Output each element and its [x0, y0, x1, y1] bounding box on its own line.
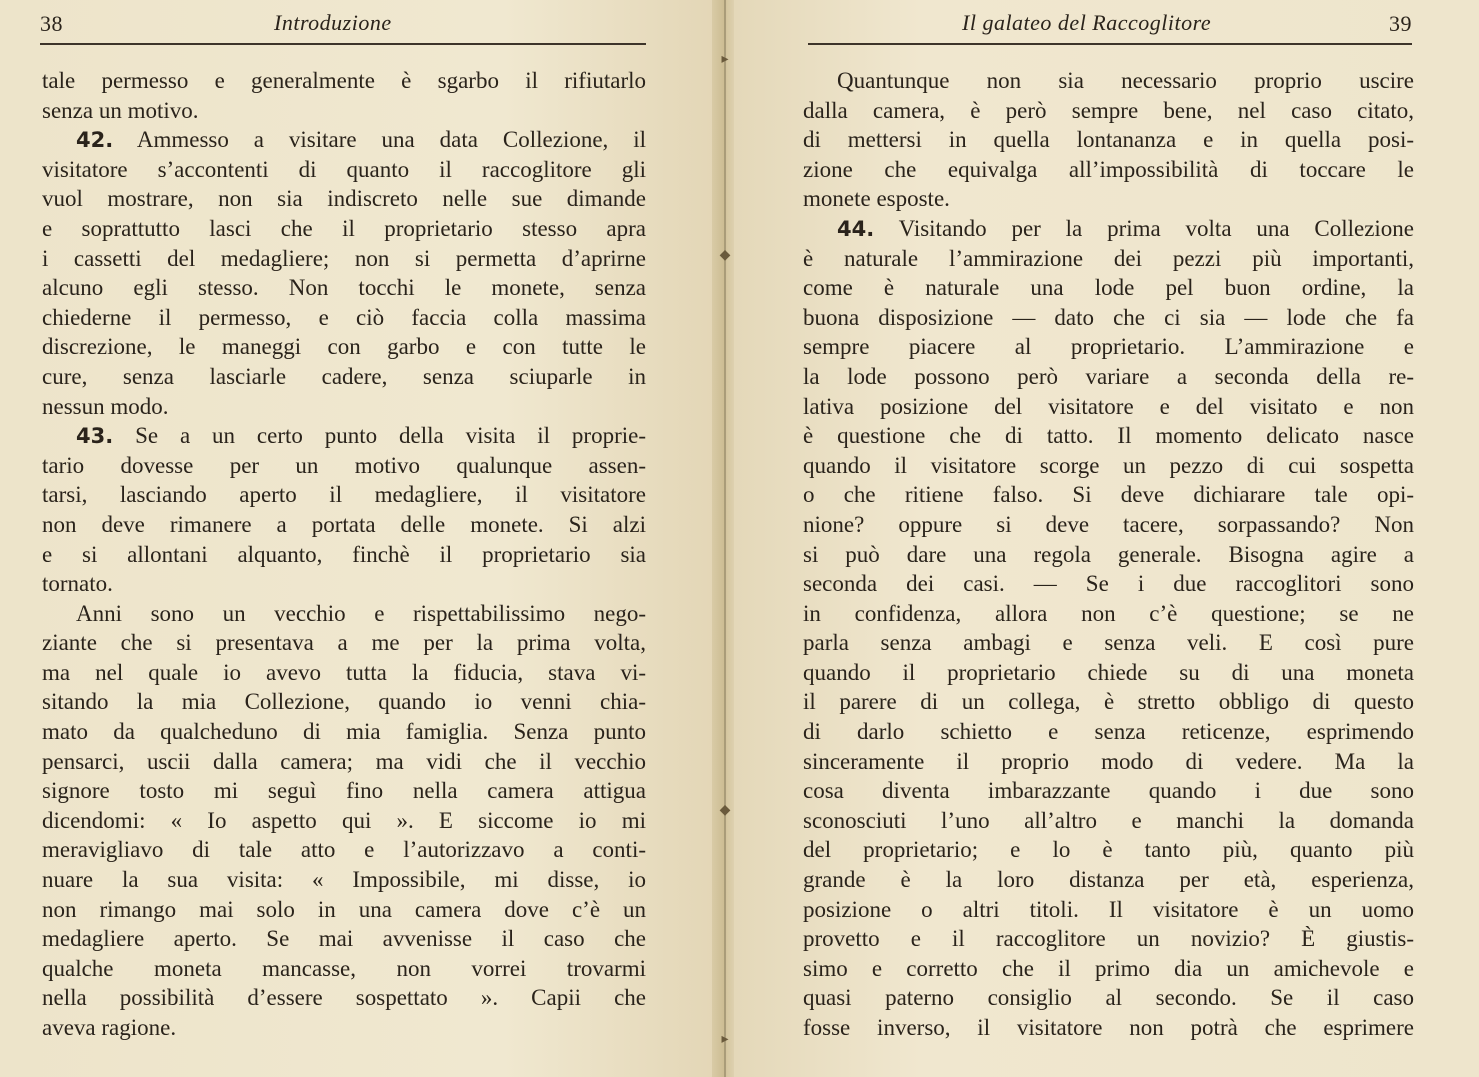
- text-line: [42, 954, 646, 984]
- text-line: [42, 865, 646, 895]
- text-line: [42, 806, 646, 836]
- text-line: [803, 717, 1414, 747]
- line-text: monete esposte.: [803, 186, 950, 212]
- text-line: [42, 480, 646, 510]
- page-number: 39: [1389, 11, 1412, 36]
- line-text: fosse inverso, il visitatore non potrà che esprimere: [803, 1015, 1414, 1040]
- line-text: alcuno egli stesso. Non tocchi le monete, senza: [42, 275, 646, 301]
- line-text: pensarci, uscii dalla camera; ma vidi che il vecchio: [42, 748, 646, 774]
- text-line: [803, 96, 1414, 126]
- header-rule: [808, 43, 1412, 45]
- line-text: aveva ragione.: [42, 1015, 177, 1040]
- running-title: Introduzione: [274, 10, 392, 35]
- text-line: [803, 510, 1414, 540]
- line-text: come è naturale una lode pel buon ordine, la: [803, 275, 1414, 301]
- binding-stitch: ▸: [721, 52, 729, 67]
- page-number: 38: [40, 11, 63, 36]
- text-line: [42, 451, 646, 481]
- text-line: [803, 332, 1414, 362]
- text-line: [42, 273, 646, 303]
- line-text: la lode possono però variare a seconda della re-: [803, 363, 1414, 389]
- paragraph-number: 42.: [76, 128, 114, 153]
- text-line: [42, 628, 646, 658]
- line-text: meravigliavo di tale atto e l’autorizzavo a conti-: [42, 837, 646, 863]
- text-line: [42, 1013, 646, 1043]
- left-page: [0, 0, 718, 1077]
- line-text: tario dovesse per un motivo qualunque assen-: [42, 452, 646, 478]
- line-text: il parere di un collega, è stretto obbligo di questo: [803, 689, 1414, 715]
- line-text: si può dare una regola generale. Bisogna agire a: [803, 541, 1414, 567]
- line-text: ziante che si presentava a me per la prima volta,: [42, 630, 646, 656]
- line-text: qualche moneta mancasse, non vorrei trovarmi: [42, 955, 646, 981]
- line-text: non rimango mai solo in una camera dove c’è un: [42, 896, 646, 922]
- text-line: [803, 628, 1414, 658]
- text-line: [42, 510, 646, 540]
- text-line: [42, 599, 646, 629]
- line-text: e si allontani alquanto, finchè il proprietario sia: [42, 541, 646, 567]
- line-text: è questione che di tatto. Il momento delicato nasce: [803, 423, 1414, 449]
- line-text: lativa posizione del visitatore e del visitato e non: [803, 393, 1414, 419]
- text-line: [42, 569, 646, 599]
- text-line: [803, 687, 1414, 717]
- text-line: [42, 835, 646, 865]
- binding-thread: [724, 0, 726, 1077]
- text-line: [803, 421, 1414, 451]
- text-line: [42, 332, 646, 362]
- text-line: [803, 155, 1414, 185]
- line-text: visitatore s’accontenti di quanto il raccoglitore gli: [42, 156, 646, 182]
- line-text: provetto e il raccoglitore un novizio? È giustis-: [803, 926, 1414, 952]
- text-line: [803, 451, 1414, 481]
- line-text: di darlo schietto e senza reticenze, esprimendo: [803, 719, 1414, 745]
- line-text: seconda dei casi. — Se i due raccoglitori sono: [803, 571, 1414, 597]
- text-line: [803, 392, 1414, 422]
- running-title: Il galateo del Raccoglitore: [962, 10, 1212, 35]
- text-line: [42, 895, 646, 925]
- line-text: mato da qualcheduno di mia famiglia. Senza punto: [42, 719, 646, 745]
- line-text: posizione o altri titoli. Il visitatore è un uomo: [803, 896, 1414, 922]
- text-line: [803, 66, 1414, 96]
- text-line: [803, 362, 1414, 392]
- line-text: vuol mostrare, non sia indiscreto nelle sue dimande: [42, 186, 646, 212]
- text-line: [42, 184, 646, 214]
- text-line: [42, 776, 646, 806]
- text-line: [42, 244, 646, 274]
- text-line: [803, 835, 1414, 865]
- line-text: Se a un certo punto della visita il proprie-: [113, 423, 646, 449]
- text-line: [803, 480, 1414, 510]
- text-line: [803, 540, 1414, 570]
- line-text: i cassetti del medagliere; non si permetta d’aprirne: [42, 245, 646, 271]
- line-text: del proprietario; e lo è tanto più, quanto più: [803, 837, 1414, 863]
- text-line: [42, 214, 646, 244]
- text-line: [42, 747, 646, 777]
- text-line: [803, 244, 1414, 274]
- left-page-text: [42, 66, 646, 1043]
- binding-stitch: ◆: [719, 803, 731, 818]
- line-text: ma nel quale io avevo tutta la fiducia, stava vi-: [42, 659, 646, 685]
- line-text: è naturale l’ammirazione dei pezzi più importanti,: [803, 245, 1414, 271]
- line-text: Visitando per la prima volta una Collezione: [874, 215, 1414, 241]
- line-text: non deve rimanere a portata delle monete. Si alzi: [42, 511, 646, 537]
- line-text: in confidenza, allora non c’è questione; se ne: [803, 600, 1414, 626]
- text-line: [42, 924, 646, 954]
- line-text: medagliere aperto. Se mai avvenisse il caso che: [42, 926, 646, 952]
- line-text: discrezione, le maneggi con garbo e con tutte le: [42, 334, 646, 360]
- line-text: sempre piacere al proprietario. L’ammirazione e: [803, 334, 1414, 360]
- text-line: [803, 983, 1414, 1013]
- line-text: zione che equivalga all’impossibilità di toccare le: [803, 156, 1414, 182]
- line-text: nella possibilità d’essere sospettato ». Capii che: [42, 985, 646, 1011]
- text-line: [803, 658, 1414, 688]
- line-text: sinceramente il proprio modo di vedere. Ma la: [803, 748, 1414, 774]
- text-line: [803, 214, 1414, 244]
- line-text: senza un motivo.: [42, 97, 199, 123]
- text-line: [803, 924, 1414, 954]
- line-text: Quantunque non sia necessario proprio uscire: [837, 68, 1414, 93]
- text-line: [803, 184, 1414, 214]
- text-line: [803, 954, 1414, 984]
- text-line: [42, 392, 646, 422]
- line-text: Anni sono un vecchio e rispettabilissimo nego-: [76, 600, 646, 626]
- line-text: simo e corretto che il primo dia un amichevole e: [803, 955, 1414, 981]
- text-line: [803, 865, 1414, 895]
- paragraph-number: 43.: [76, 424, 114, 449]
- line-text: chiederne il permesso, e ciò faccia colla massima: [42, 304, 646, 330]
- left-page-header: [40, 6, 646, 42]
- line-text: di mettersi in quella lontananza e in quella posi-: [803, 127, 1414, 153]
- line-text: quando il proprietario chiede su di una moneta: [803, 659, 1414, 685]
- text-line: [42, 125, 646, 155]
- line-text: sconosciuti l’uno all’altro e manchi la domanda: [803, 807, 1414, 833]
- binding-stitch: ◆: [719, 248, 731, 263]
- line-text: dalla camera, è però sempre bene, nel caso citato,: [803, 97, 1414, 123]
- text-line: [803, 303, 1414, 333]
- right-page-text: [803, 66, 1414, 1043]
- text-line: [42, 155, 646, 185]
- paragraph-number: 44.: [837, 216, 875, 241]
- text-line: [803, 776, 1414, 806]
- line-text: nione? oppure si deve tacere, sorpassando? Non: [803, 511, 1414, 537]
- text-line: [42, 658, 646, 688]
- text-line: [803, 747, 1414, 777]
- text-line: [42, 983, 646, 1013]
- text-line: [803, 273, 1414, 303]
- line-text: tale permesso e generalmente è sgarbo il rifiutarlo: [42, 68, 646, 93]
- line-text: signore tosto mi seguì fino nella camera attigua: [42, 778, 646, 804]
- line-text: quasi paterno consiglio al secondo. Se il caso: [803, 985, 1414, 1011]
- text-line: [42, 303, 646, 333]
- header-rule: [40, 43, 646, 45]
- text-line: [42, 540, 646, 570]
- line-text: nuare la sua visita: « Impossibile, mi disse, io: [42, 867, 646, 893]
- text-line: [42, 687, 646, 717]
- right-page-header: [808, 6, 1412, 42]
- line-text: cosa diventa imbarazzante quando i due sono: [803, 778, 1414, 804]
- line-text: dicendomi: « Io aspetto qui ». E siccome io mi: [42, 807, 646, 833]
- line-text: parla senza ambagi e senza veli. E così pure: [803, 630, 1414, 656]
- line-text: tarsi, lasciando aperto il medagliere, il visitatore: [42, 482, 646, 508]
- line-text: e soprattutto lasci che il proprietario stesso apra: [42, 215, 646, 241]
- text-line: [42, 717, 646, 747]
- line-text: cure, senza lasciarle cadere, senza sciuparle in: [42, 363, 646, 389]
- text-line: [803, 125, 1414, 155]
- line-text: quando il visitatore scorge un pezzo di cui sospetta: [803, 452, 1414, 478]
- text-line: [42, 66, 646, 96]
- text-line: [803, 895, 1414, 925]
- text-line: [42, 96, 646, 126]
- binding-stitch: ▸: [721, 1032, 729, 1047]
- line-text: Ammesso a visitare una data Collezione, il: [113, 127, 646, 153]
- line-text: sitando la mia Collezione, quando io venni chia-: [42, 689, 646, 715]
- line-text: buona disposizione — dato che ci sia — lode che fa: [803, 304, 1414, 330]
- text-line: [803, 599, 1414, 629]
- text-line: [42, 421, 646, 451]
- line-text: nessun modo.: [42, 393, 169, 419]
- text-line: [803, 1013, 1414, 1043]
- text-line: [42, 362, 646, 392]
- right-page: [734, 0, 1479, 1077]
- line-text: grande è la loro distanza per età, esperienza,: [803, 867, 1414, 893]
- text-line: [803, 569, 1414, 599]
- line-text: tornato.: [42, 571, 113, 597]
- text-line: [803, 806, 1414, 836]
- line-text: o che ritiene falso. Si deve dichiarare tale opi-: [803, 482, 1414, 508]
